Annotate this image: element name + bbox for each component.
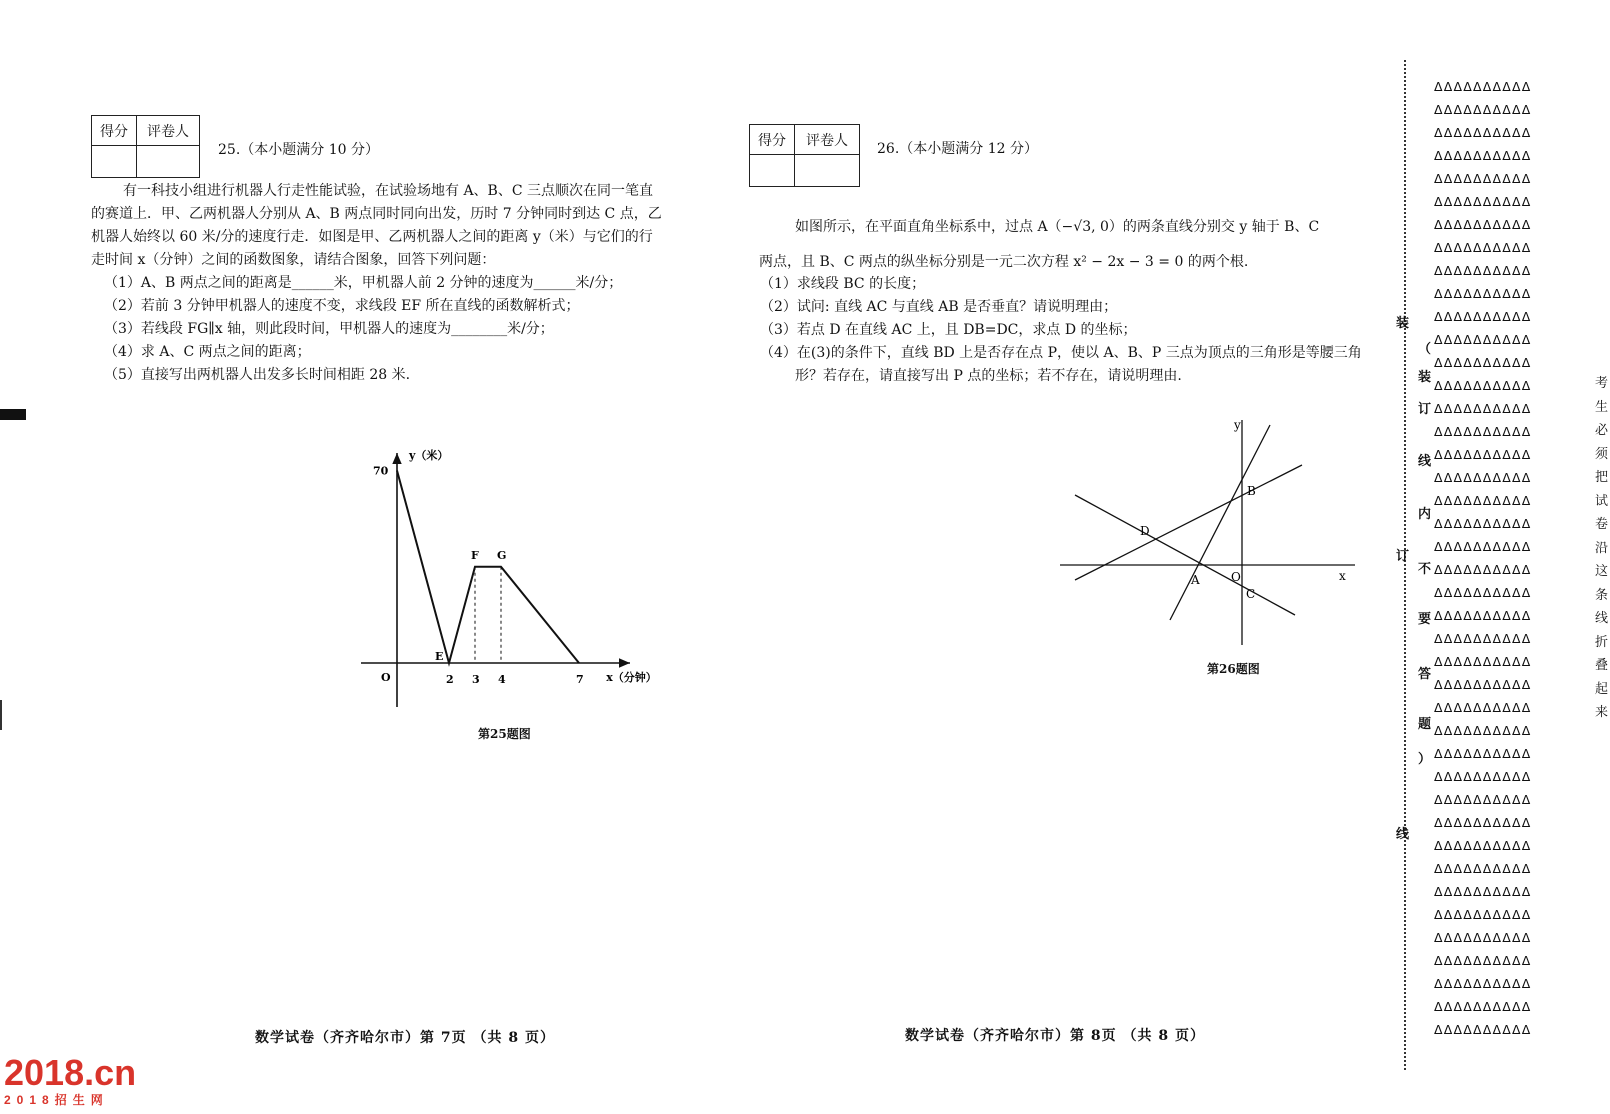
q25-intro-line-3: 机器人始终以 60 米/分的速度行走．如图是甲、乙两机器人之间的距离 y（米）与它们的行 <box>91 229 653 245</box>
inner-notice-char: ） <box>1418 752 1432 767</box>
triangle-row: ΔΔΔΔΔΔΔΔΔΔ <box>1434 562 1532 577</box>
q26-sub-4: （4）在(3)的条件下，直线 BD 上是否存在点 P，使以 A、B、P 三点为顶点的三角形是等腰三角 <box>760 345 1362 361</box>
scan-mark <box>0 409 26 420</box>
triangle-row: ΔΔΔΔΔΔΔΔΔΔ <box>1434 217 1532 232</box>
binding-dotted-line <box>1404 60 1406 1070</box>
triangle-row: ΔΔΔΔΔΔΔΔΔΔ <box>1434 999 1532 1014</box>
triangle-row: ΔΔΔΔΔΔΔΔΔΔ <box>1434 654 1532 669</box>
triangle-row: ΔΔΔΔΔΔΔΔΔΔ <box>1434 861 1532 876</box>
fold-notice-char: 考 <box>1595 376 1609 391</box>
label-x: x <box>1339 569 1346 583</box>
triangle-row: ΔΔΔΔΔΔΔΔΔΔ <box>1434 79 1532 94</box>
q25-sub-1: （1）A、B 两点之间的距离是______米，甲机器人前 2 分钟的速度为______米/分； <box>104 275 623 291</box>
fold-notice-char: 叠 <box>1595 658 1609 673</box>
point-label: F <box>471 548 479 562</box>
triangle-row: ΔΔΔΔΔΔΔΔΔΔ <box>1434 700 1532 715</box>
point-label: E <box>435 650 444 663</box>
triangle-row: ΔΔΔΔΔΔΔΔΔΔ <box>1434 332 1532 347</box>
grader-label: 评卷人 <box>795 125 860 155</box>
q26-sub-2: （2）试问: 直线 AC 与直线 AB 是否垂直？请说明理由； <box>760 299 1118 315</box>
inner-notice-char: 不 <box>1418 562 1432 577</box>
q25-sub-2: （2）若前 3 分钟甲机器人的速度不变，求线段 EF 所在直线的函数解析式； <box>104 298 580 314</box>
triangle-row: ΔΔΔΔΔΔΔΔΔΔ <box>1434 240 1532 255</box>
fold-notice-char: 折 <box>1595 634 1609 650</box>
q26-sub-3: （3）若点 D 在直线 AC 上，且 DB=DC，求点 D 的坐标； <box>760 322 1137 338</box>
fold-notice-char: 试 <box>1595 493 1609 509</box>
label-y: y <box>1234 418 1241 432</box>
fold-notice-char: 卷 <box>1595 517 1609 532</box>
page-7-footer: 数学试卷（齐齐哈尔市）第 7页 （共 8 页） <box>255 1030 555 1046</box>
label-o: O <box>1231 570 1241 584</box>
inner-notice-char: （ <box>1418 342 1432 357</box>
label-b: B <box>1247 484 1256 498</box>
triangle-row: ΔΔΔΔΔΔΔΔΔΔ <box>1434 907 1532 922</box>
fold-notice-char: 起 <box>1595 681 1609 697</box>
grader-label: 评卷人 <box>137 116 200 146</box>
triangle-row: ΔΔΔΔΔΔΔΔΔΔ <box>1434 677 1532 692</box>
triangle-row: ΔΔΔΔΔΔΔΔΔΔ <box>1434 631 1532 646</box>
triangle-row: ΔΔΔΔΔΔΔΔΔΔ <box>1434 539 1532 554</box>
x-tick-label: 3 <box>472 673 480 686</box>
binding-left-char: 装 <box>1396 316 1410 331</box>
triangle-row: ΔΔΔΔΔΔΔΔΔΔ <box>1434 102 1532 117</box>
q25-intro-line-1: 有一科技小组进行机器人行走性能试验，在试验场地有 A、B、C 三点顺次在同一笔直 <box>123 183 654 199</box>
triangle-row: ΔΔΔΔΔΔΔΔΔΔ <box>1434 953 1532 968</box>
triangle-row: ΔΔΔΔΔΔΔΔΔΔ <box>1434 447 1532 462</box>
triangle-row: ΔΔΔΔΔΔΔΔΔΔ <box>1434 838 1532 853</box>
label-c: C <box>1246 587 1256 601</box>
inner-notice-char: 线 <box>1418 454 1432 469</box>
y-tick-label: 70 <box>373 464 389 478</box>
x-tick-label: 4 <box>498 673 506 686</box>
fold-notice-char: 条 <box>1595 587 1609 603</box>
point-label: G <box>497 548 507 562</box>
page-8-footer: 数学试卷（齐齐哈尔市）第 8页 （共 8 页） <box>905 1028 1205 1044</box>
score-cell <box>92 146 137 178</box>
binding-left-char: 线 <box>1396 827 1410 842</box>
triangle-row: ΔΔΔΔΔΔΔΔΔΔ <box>1434 585 1532 600</box>
inner-notice-char: 答 <box>1418 667 1432 682</box>
fold-notice-char: 来 <box>1595 705 1609 720</box>
scan-mark <box>0 700 2 730</box>
watermark-logo-text: 2018.cn <box>4 1052 137 1093</box>
triangle-row: ΔΔΔΔΔΔΔΔΔΔ <box>1434 286 1532 301</box>
triangle-row: ΔΔΔΔΔΔΔΔΔΔ <box>1434 171 1532 186</box>
q26-intro-line-2: 两点，且 B、C 两点的纵坐标分别是一元二次方程 x² − 2x − 3 = 0 的两个根. <box>759 254 1249 270</box>
watermark-sub-text: 2018招生网 <box>4 1093 109 1107</box>
triangle-row: ΔΔΔΔΔΔΔΔΔΔ <box>1434 424 1532 439</box>
fold-notice-char: 这 <box>1595 564 1609 579</box>
triangle-row: ΔΔΔΔΔΔΔΔΔΔ <box>1434 401 1532 416</box>
score-table-26 <box>749 124 860 187</box>
triangle-row: ΔΔΔΔΔΔΔΔΔΔ <box>1434 930 1532 945</box>
q25-sub-4: （4）求 A、C 两点之间的距离； <box>104 344 311 360</box>
triangle-row: ΔΔΔΔΔΔΔΔΔΔ <box>1434 792 1532 807</box>
triangle-row: ΔΔΔΔΔΔΔΔΔΔ <box>1434 148 1532 163</box>
triangle-row: ΔΔΔΔΔΔΔΔΔΔ <box>1434 194 1532 209</box>
triangle-row: ΔΔΔΔΔΔΔΔΔΔ <box>1434 746 1532 761</box>
triangle-row: ΔΔΔΔΔΔΔΔΔΔ <box>1434 769 1532 784</box>
q26-sub-1: （1）求线段 BC 的长度； <box>760 276 926 292</box>
origin-label: O <box>381 671 391 684</box>
fold-notice-char: 生 <box>1595 399 1609 415</box>
score-label: 得分 <box>92 116 137 146</box>
q25-intro-line-2: 的赛道上．甲、乙两机器人分别从 A、B 两点同时同向出发，历时 7 分钟同时到达 C 点，乙 <box>91 206 662 222</box>
inner-notice-char: 要 <box>1418 612 1432 627</box>
fold-notice-char: 线 <box>1595 611 1609 626</box>
triangle-row: ΔΔΔΔΔΔΔΔΔΔ <box>1434 470 1532 485</box>
triangle-row: ΔΔΔΔΔΔΔΔΔΔ <box>1434 516 1532 531</box>
line-bd <box>1075 465 1302 580</box>
y-axis-label: y（米） <box>409 449 449 462</box>
question-25-title: 25.（本小题满分 10 分） <box>218 142 379 158</box>
x-tick-label: 7 <box>576 673 584 686</box>
triangle-row: ΔΔΔΔΔΔΔΔΔΔ <box>1434 263 1532 278</box>
question-26-title: 26.（本小题满分 12 分） <box>877 141 1038 157</box>
inner-notice-char: 订 <box>1418 402 1432 417</box>
fold-notice-char: 须 <box>1595 446 1609 462</box>
fold-notice-char: 把 <box>1595 470 1609 485</box>
triangle-row: ΔΔΔΔΔΔΔΔΔΔ <box>1434 309 1532 324</box>
triangle-row: ΔΔΔΔΔΔΔΔΔΔ <box>1434 723 1532 738</box>
label-d: D <box>1140 524 1150 538</box>
triangle-row: ΔΔΔΔΔΔΔΔΔΔ <box>1434 815 1532 830</box>
series-line <box>397 471 579 664</box>
q25-sub-3: （3）若线段 FG∥x 轴，则此段时间，甲机器人的速度为________米/分； <box>104 321 554 337</box>
inner-notice-char: 内 <box>1418 507 1432 522</box>
binding-left-char: 订 <box>1396 549 1410 564</box>
q25-sub-5: （5）直接写出两机器人出发多长时间相距 28 米. <box>104 367 411 383</box>
line-ac <box>1075 495 1295 615</box>
score-table-25 <box>91 115 200 178</box>
triangle-row: ΔΔΔΔΔΔΔΔΔΔ <box>1434 125 1532 140</box>
triangle-pattern <box>1434 75 1594 1041</box>
triangle-row: ΔΔΔΔΔΔΔΔΔΔ <box>1434 355 1532 370</box>
triangle-row: ΔΔΔΔΔΔΔΔΔΔ <box>1434 493 1532 508</box>
inner-notice-char: 装 <box>1418 370 1432 385</box>
x-axis-label: x（分钟） <box>606 671 657 684</box>
label-a: A <box>1191 573 1200 587</box>
q26-sub-4-cont: 形？若存在，请直接写出 P 点的坐标；若不存在，请说明理由. <box>795 368 1182 384</box>
q26-intro-line-1: 如图所示，在平面直角坐标系中，过点 A（−√3, 0）的两条直线分别交 y 轴于 B、C <box>795 219 1320 235</box>
score-cell <box>750 155 795 187</box>
inner-notice-char: 题 <box>1418 717 1432 732</box>
q25-figure-caption: 第25题图 <box>478 727 531 741</box>
watermark-logo <box>4 1052 137 1108</box>
x-tick-label: 2 <box>446 673 454 686</box>
fold-notice-char: 必 <box>1595 423 1609 438</box>
triangle-row: ΔΔΔΔΔΔΔΔΔΔ <box>1434 884 1532 899</box>
triangle-row: ΔΔΔΔΔΔΔΔΔΔ <box>1434 608 1532 623</box>
grader-cell <box>795 155 860 187</box>
score-label: 得分 <box>750 125 795 155</box>
grader-cell <box>137 146 200 178</box>
q25-function-graph <box>355 445 675 725</box>
q26-coordinate-figure <box>1055 415 1355 655</box>
triangle-row: ΔΔΔΔΔΔΔΔΔΔ <box>1434 1022 1532 1037</box>
q26-figure-caption: 第26题图 <box>1207 662 1260 676</box>
triangle-row: ΔΔΔΔΔΔΔΔΔΔ <box>1434 378 1532 393</box>
triangle-row: ΔΔΔΔΔΔΔΔΔΔ <box>1434 976 1532 991</box>
q25-intro-line-4: 走时间 x（分钟）之间的函数图象，请结合图象，回答下列问题： <box>91 252 496 268</box>
fold-notice <box>1595 372 1609 725</box>
fold-notice-char: 沿 <box>1595 540 1609 556</box>
